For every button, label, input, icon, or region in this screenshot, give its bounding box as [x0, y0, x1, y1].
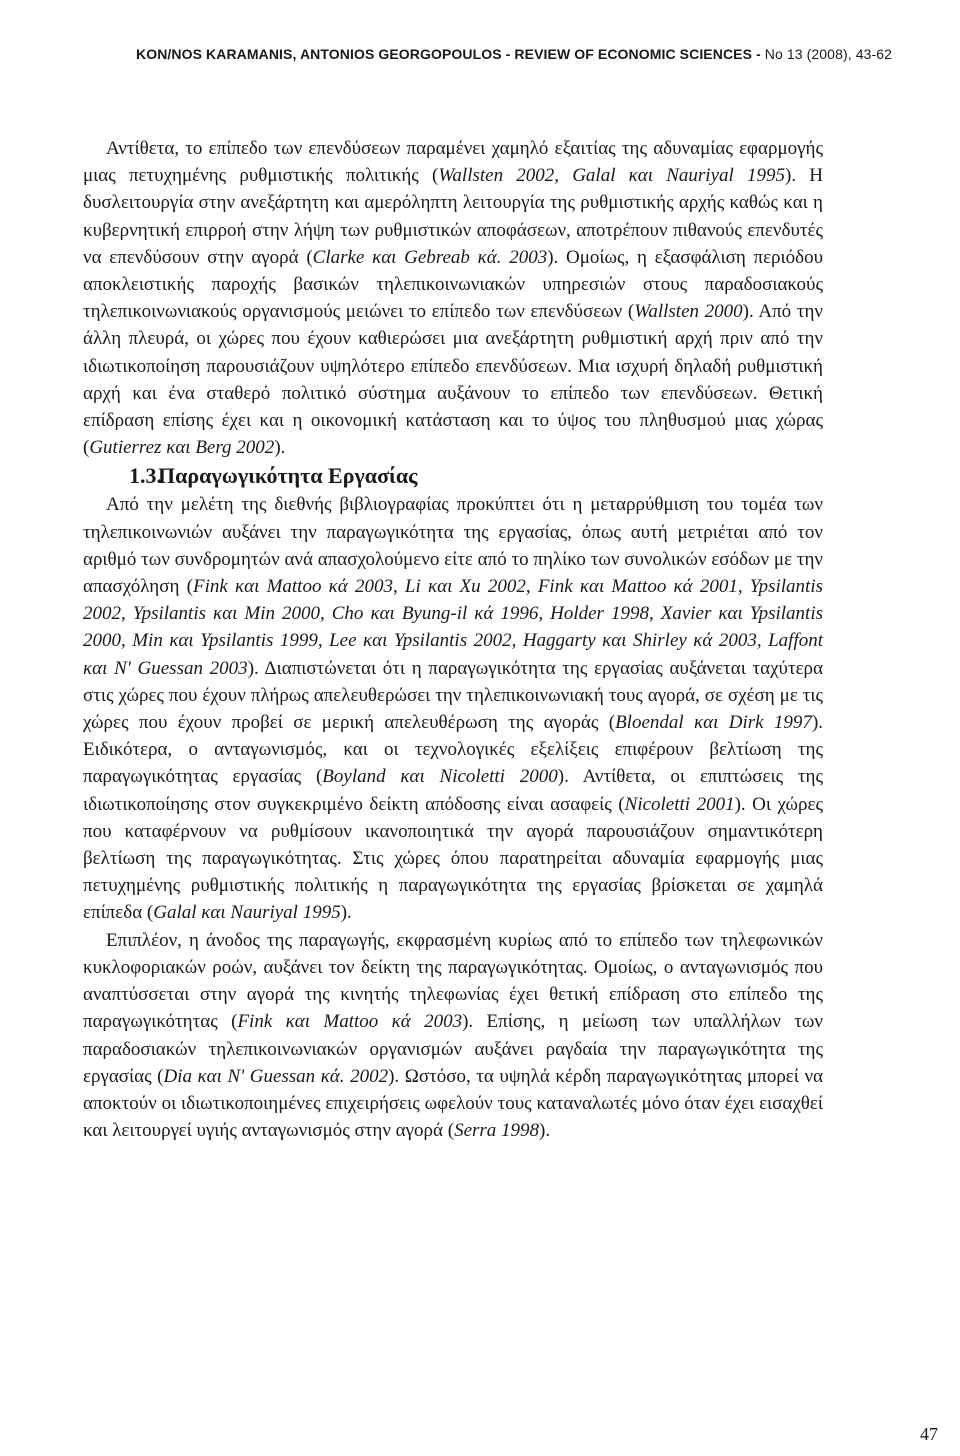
paragraph-3-text: ). Ωστόσο, τα υψηλά κέρδη παραγωγικότητας μπορεί να αποκτούν οι ιδιωτικοποιημένες επιχειρήσεις ωφελούν τους καταναλωτές μόνο όταν έχει εισαχθεί και λειτουργεί υγιής ανταγωνισμός στην αγορά (: [83, 1065, 823, 1142]
running-header-authors-journal: KON/NOS KARAMANIS, ANTONIOS GEORGOPOULOS - REVIEW OF ECONOMIC SCIENCES -: [136, 46, 765, 62]
citation: Dia και N' Guessan κά. 2002: [163, 1065, 389, 1087]
section-number: 1.3.: [129, 463, 162, 489]
paragraph-2-text: ). Αντίθετα, οι επιπτώσεις της ιδιωτικοποίησης στον συγκεκριμένο δείκτη απόδοσης είναι ασαφείς (: [83, 766, 823, 815]
citation: Wallsten 2002, Galal και Nauriyal 1995: [438, 165, 785, 187]
citation: Nicoletti 2001: [624, 793, 735, 815]
paragraph-3-text: ).: [539, 1120, 551, 1142]
citation: Boyland και Nicoletti 2000: [322, 766, 558, 788]
paragraph-2-text: ). Οι χώρες που καταφέρνουν να ρυθμίσουν ικανοποιητικά την αγορά παρουσιάζουν σημαντικότερη βελτίωση της παραγωγικότητας. Στις χώρες όπου παρατηρείται αδυναμία εφαρμογής μιας πετυχημένης ρυθμιστικής πολιτικής η παραγωγικότητα της εργασίας βρίσκεται σε χαμηλά επίπεδα (: [83, 793, 823, 924]
paragraph-2: [83, 491, 823, 926]
paragraph-3-text: ). Επίσης, η μείωση των υπαλλήλων των παραδοσιακών τηλεπικοινωνιακών οργανισμών αυξάνει ραγδαία την παραγωγικότητα της εργασίας (: [83, 1011, 823, 1087]
running-header-issue: No 13 (2008), 43-62: [764, 46, 892, 62]
citation: Serra 1998: [454, 1120, 540, 1142]
paragraph-2-text: ). Ειδικότερα, ο ανταγωνισμός, και οι τεχνολογικές εξελίξεις επιφέρουν βελτίωση της παραγωγικότητας εργασίας (: [83, 712, 824, 788]
citation: Clarke και Gebreab κά. 2003: [312, 246, 548, 268]
citation: Galal και Nauriyal 1995: [153, 902, 341, 924]
paragraph-3: [83, 927, 823, 1145]
running-header: [136, 46, 936, 62]
citation: Gutierrez και Berg 2002: [89, 437, 275, 459]
paragraph-1: [83, 135, 823, 461]
paragraph-3-text: Επιπλέον, η άνοδος της παραγωγής, εκφρασμένη κυρίως από το επίπεδο των τηλεφωνικών κυκλοφοριακών ροών, αυξάνει τον δείκτη της παραγωγικότητας. Ομοίως, ο ανταγωνισμός που αναπτύσσεται στην αγορά της κινητής τηλεφωνίας έχει θετική επίδραση στο επίπεδο της παραγωγικότητας (: [83, 929, 823, 1033]
paragraph-2-text: ). Διαπιστώνεται ότι η παραγωγικότητα της εργασίας αυξάνεται ταχύτερα στις χώρες που έχουν πλήρως απελευθερώσει την τηλεπικοινωνιακή τους αγορά, σε σχέση με τις χώρες που έχουν προβεί σε μερική απελευθέρωση της αγοράς (: [83, 657, 823, 734]
paragraph-2-text: ).: [340, 902, 352, 924]
paragraph-2-text: Από την μελέτη της διεθνής βιβλιογραφίας προκύπτει ότι η μεταρρύθμιση του τομέα των τηλεπικοινωνιών αυξάνει την παραγωγικότητα της εργασίας, όπως αυτή μετριέται από τον αριθμό των συνδρομητών ανά απασχολούμενο είτε από το πηλίκο των συνολικών εσόδων με την απασχόληση (: [83, 494, 823, 598]
citation: Bloendal και Dirk 1997: [615, 712, 812, 734]
paragraph-1-text: Αντίθετα, το επίπεδο των επενδύσεων παραμένει χαμηλό εξαιτίας της αδυναμίας εφαρμογής μιας πετυχημένης ρυθμιστικής πολιτικής (: [83, 138, 823, 187]
paragraph-1-text: ).: [274, 437, 286, 459]
section-title: Παραγωγικότητα Εργασίας: [158, 463, 418, 489]
citation: Fink και Mattoo κά 2003: [237, 1011, 463, 1033]
citation: Wallsten 2000: [634, 301, 743, 323]
page-number: 47: [920, 1424, 938, 1444]
paragraph-1-text: ). Από την άλλη πλευρά, οι χώρες που έχουν καθιερώσει μια ανεξάρτητη ρυθμιστική αρχή πριν από την ιδιωτικοποίηση παρουσιάζουν υψηλότερο επίπεδο επενδύσεων. Μια ισχυρή δηλαδή ρυθμιστική αρχή και ένα σταθερό πολιτικό σύστημα αυξάνουν το επίπεδο των επενδύσεων. Θετική επίδραση επίσης έχει και η οικονομική κατάσταση και το ύψος του πληθυσμού μιας χώρας (: [83, 301, 823, 459]
article-body: [83, 135, 823, 1144]
citation: Fink και Mattoo κά 2003, Li και Xu 2002, Fink και Mattoo κά 2001, Ypsilantis 2002, Ypsilantis και Min 2000, Cho και Byung-il κά 1996, Holder 1998, Xavier και Ypsilantis 2000, Min και Ypsilantis 1999, Lee και Ypsilantis 2002, Haggarty και Shirley κά 2003, Laffont και N' Guessan 2003: [83, 576, 824, 679]
paragraph-1-text: ). Ομοίως, η εξασφάλιση περιόδου αποκλειστικής παροχής βασικών τηλεπικοινωνιακών υπηρεσιών στους παραδοσιακούς τηλεπικοινωνιακούς οργανισμούς μειώνει το επίπεδο των επενδύσεων (: [83, 246, 824, 323]
section-heading: [83, 461, 823, 491]
paragraph-1-text: ). Η δυσλειτουργία στην ανεξάρτητη και αμερόληπτη λειτουργία της ρυθμιστικής αρχής καθώς και η κυβερνητική επιρροή στην λήψη των ρυθμιστικών αποφάσεων, αποτρέπουν πιθανούς επενδυτές να επενδύσουν στην αγορά (: [83, 165, 823, 268]
